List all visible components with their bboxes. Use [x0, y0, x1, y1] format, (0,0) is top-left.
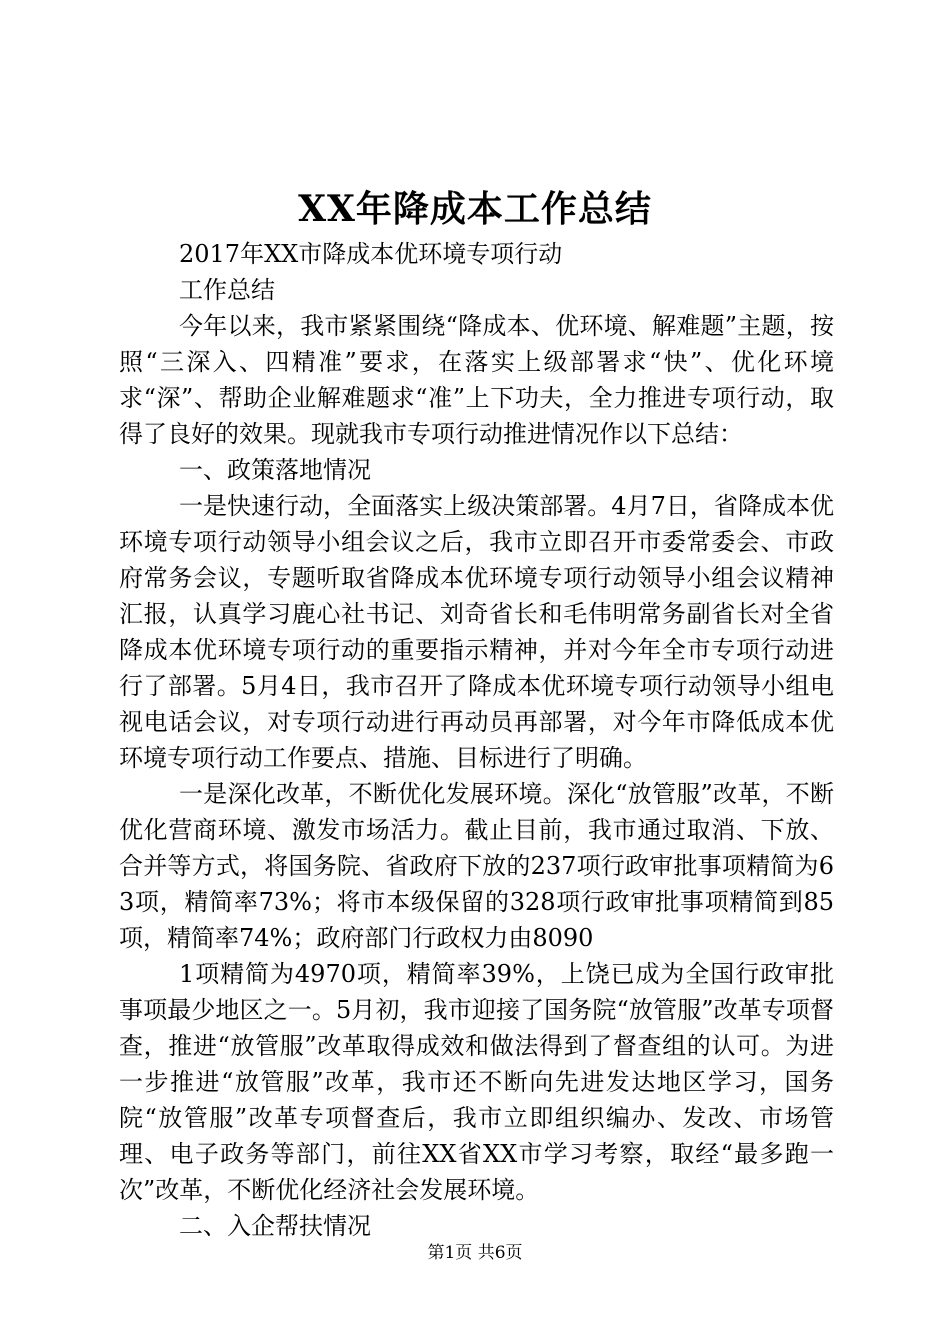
- page-footer: 第1页 共6页: [427, 1243, 523, 1263]
- section-heading-1: 一、政策落地情况: [179, 456, 371, 484]
- document-title: XX年降成本工作总结: [298, 188, 652, 230]
- subtitle-line-1: 2017年XX市降成本优环境专项行动: [179, 240, 563, 268]
- paragraph-reform-continued: 1项精简为4970项，精简率39%，上饶已成为全国行政审批事项最少地区之一。5月初，我市迎接了国务院“放管服”改革专项督查，推进“放管服”改革取得成效和做法得到了督查组的认可。为进一步推进“放管服”改革，我市还不断向先进发达地区学习，国务院“放管服”改革专项督查后，我市立即组织编办、发改、市场管理、电子政务等部门，前往XX省XX市学习考察，取经“最多跑一次”改革，不断优化经济社会发展环境。: [119, 960, 834, 1204]
- intro-paragraph: 今年以来，我市紧紧围绕“降成本、优环境、解难题”主题，按照“三深入、四精准”要求，在落实上级部署求“快”、优化环境求“深”、帮助企业解难题求“准”上下功夫，全力推进专项行动，取得了良好的效果。现就我市专项行动推进情况作以下总结：: [119, 312, 834, 448]
- paragraph-rapid-action: 一是快速行动，全面落实上级决策部署。4月7日，省降成本优环境专项行动领导小组会议之后，我市立即召开市委常委会、市政府常务会议，专题听取省降成本优环境专项行动领导小组会议精神汇报，认真学习鹿心社书记、刘奇省长和毛伟明常务副省长对全省降成本优环境专项行动的重要指示精神，并对今年全市专项行动进行了部署。5月4日，我市召开了降成本优环境专项行动领导小组电视电话会议，对专项行动进行再动员再部署，对今年市降低成本优环境专项行动工作要点、措施、目标进行了明确。: [119, 492, 834, 772]
- document-body: [119, 236, 834, 1244]
- paragraph-deepen-reform: 一是深化改革，不断优化发展环境。深化“放管服”改革，不断优化营商环境、激发市场活力。截止目前，我市通过取消、下放、合并等方式，将国务院、省政府下放的237项行政审批事项精简为63项，精简率73%；将市本级保留的328项行政审批事项精简到85项，精简率74%；政府部门行政权力由8090: [119, 780, 834, 952]
- section-heading-2: 二、入企帮扶情况: [179, 1212, 371, 1240]
- subtitle-line-2: 工作总结: [179, 276, 275, 304]
